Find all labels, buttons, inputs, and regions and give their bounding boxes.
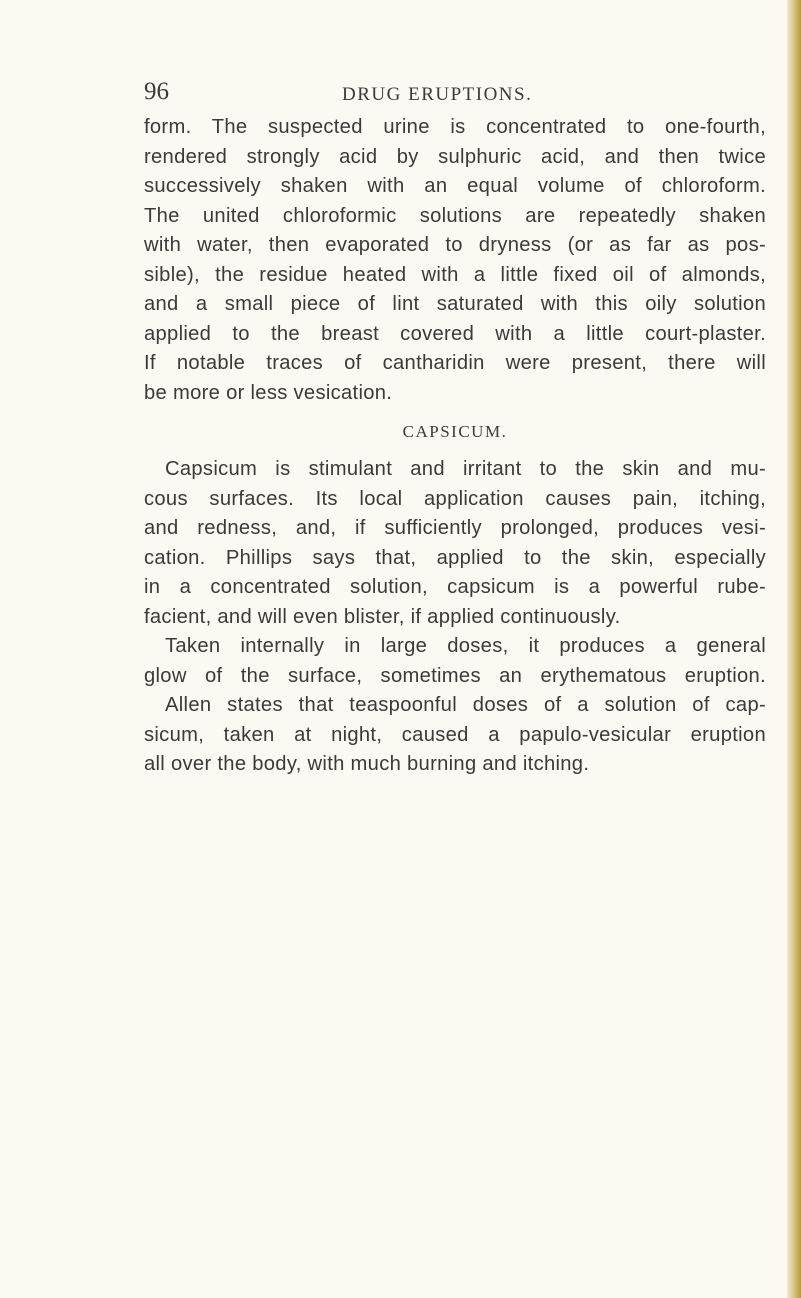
text-line: successively shaken with an equal volume of chloroform. [144,175,766,197]
text-line: cation. Phillips says that, applied to the skin, especially [144,546,766,569]
page-number: 96 [144,78,169,105]
page-edge [787,0,801,1298]
text-line: facient, and will even blister, if applied continuously. [144,605,621,628]
paragraph-cantharidin-test [144,113,766,408]
text-line: be more or less vesication. [144,381,393,404]
text-line: and redness, and, if sufficiently prolonged, produces vesi- [144,517,766,539]
text-line: applied to the breast covered with a little court-plaster. [144,322,766,345]
text-line: Allen states that teaspoonful doses of a solution of cap- [165,694,766,716]
running-head: DRUG ERUPTIONS. [342,84,533,105]
text-line: Capsicum is stimulant and irritant to the skin and mu- [165,458,766,480]
paragraph-capsicum [144,455,766,780]
text-line: all over the body, with much burning and itching. [144,753,590,775]
text-line: Taken internally in large doses, it produces a general [165,635,766,657]
text-line: rendered strongly acid by sulphuric acid, and then twice [144,145,766,168]
text-line: If notable traces of cantharidin were present, there will [144,352,766,374]
page-header [144,78,744,118]
text-line: The united chloroformic solutions are repeatedly shaken [144,204,766,227]
text-line: glow of the surface, sometimes an erythematous eruption. [144,664,766,687]
text-line: sicum, taken at night, caused a papulo-vesicular eruption [144,723,766,746]
text-line: and a small piece of lint saturated with this oily solution [144,293,766,315]
text-line: cous surfaces. Its local application causes pain, itching, [144,487,766,510]
text-line: sible), the residue heated with a little fixed oil of almonds, [144,263,766,286]
text-line: with water, then evaporated to dryness (or as far as pos- [144,234,766,256]
section-heading-capsicum: CAPSICUM. [402,422,508,441]
text-line: in a concentrated solution, capsicum is a powerful rube- [144,576,766,598]
text-line: form. The suspected urine is concentrated to one-fourth, [144,116,766,138]
